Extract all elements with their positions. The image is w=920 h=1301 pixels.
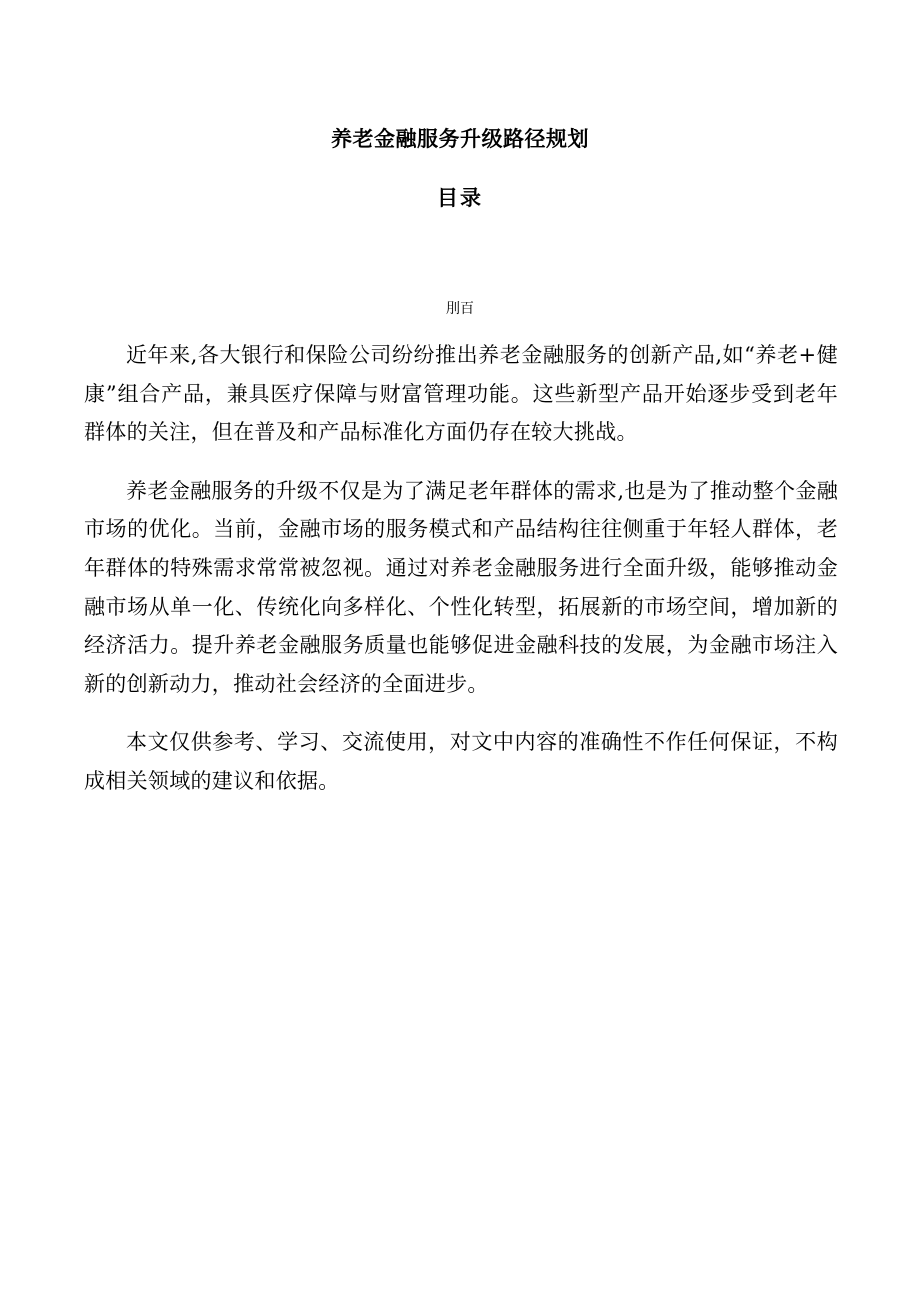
paragraph-intro: 近年来,各大银行和保险公司纷纷推出养老金融服务的创新产品,如“养老+健康”组合产品，兼具医疗保障与财富管理功能。这些新型产品开始逐步受到老年群体的关注，但在普及和产品标准化方面仍存在较大挑战。 bbox=[84, 343, 838, 445]
paragraph-disclaimer: 本文仅供参考、学习、交流使用，对文中内容的准确性不作任何保证，不构成相关领域的建议和依据。 bbox=[84, 730, 838, 793]
paragraph-upgrade: 养老金融服务的升级不仅是为了满足老年群体的需求,也是为了推动整个金融市场的优化。当前，金融市场的服务模式和产品结构往往侧重于年轻人群体，老年群体的特殊需求常常被忽视。通过对养老金融服务进行全面升级，能够推动金融市场从单一化、传统化向多样化、个性化转型，拓展新的市场空间，增加新的经济活力。提升养老金融服务质量也能够促进金融科技的发展，为金融市场注入新的创新动力，推动社会经济的全面进步。 bbox=[84, 478, 838, 696]
preface-body bbox=[84, 336, 838, 821]
toc-title: 目录 bbox=[437, 186, 483, 210]
document-title: 养老金融服务升级路径规划 bbox=[331, 127, 589, 151]
preface-heading: 刖百 bbox=[446, 301, 474, 317]
